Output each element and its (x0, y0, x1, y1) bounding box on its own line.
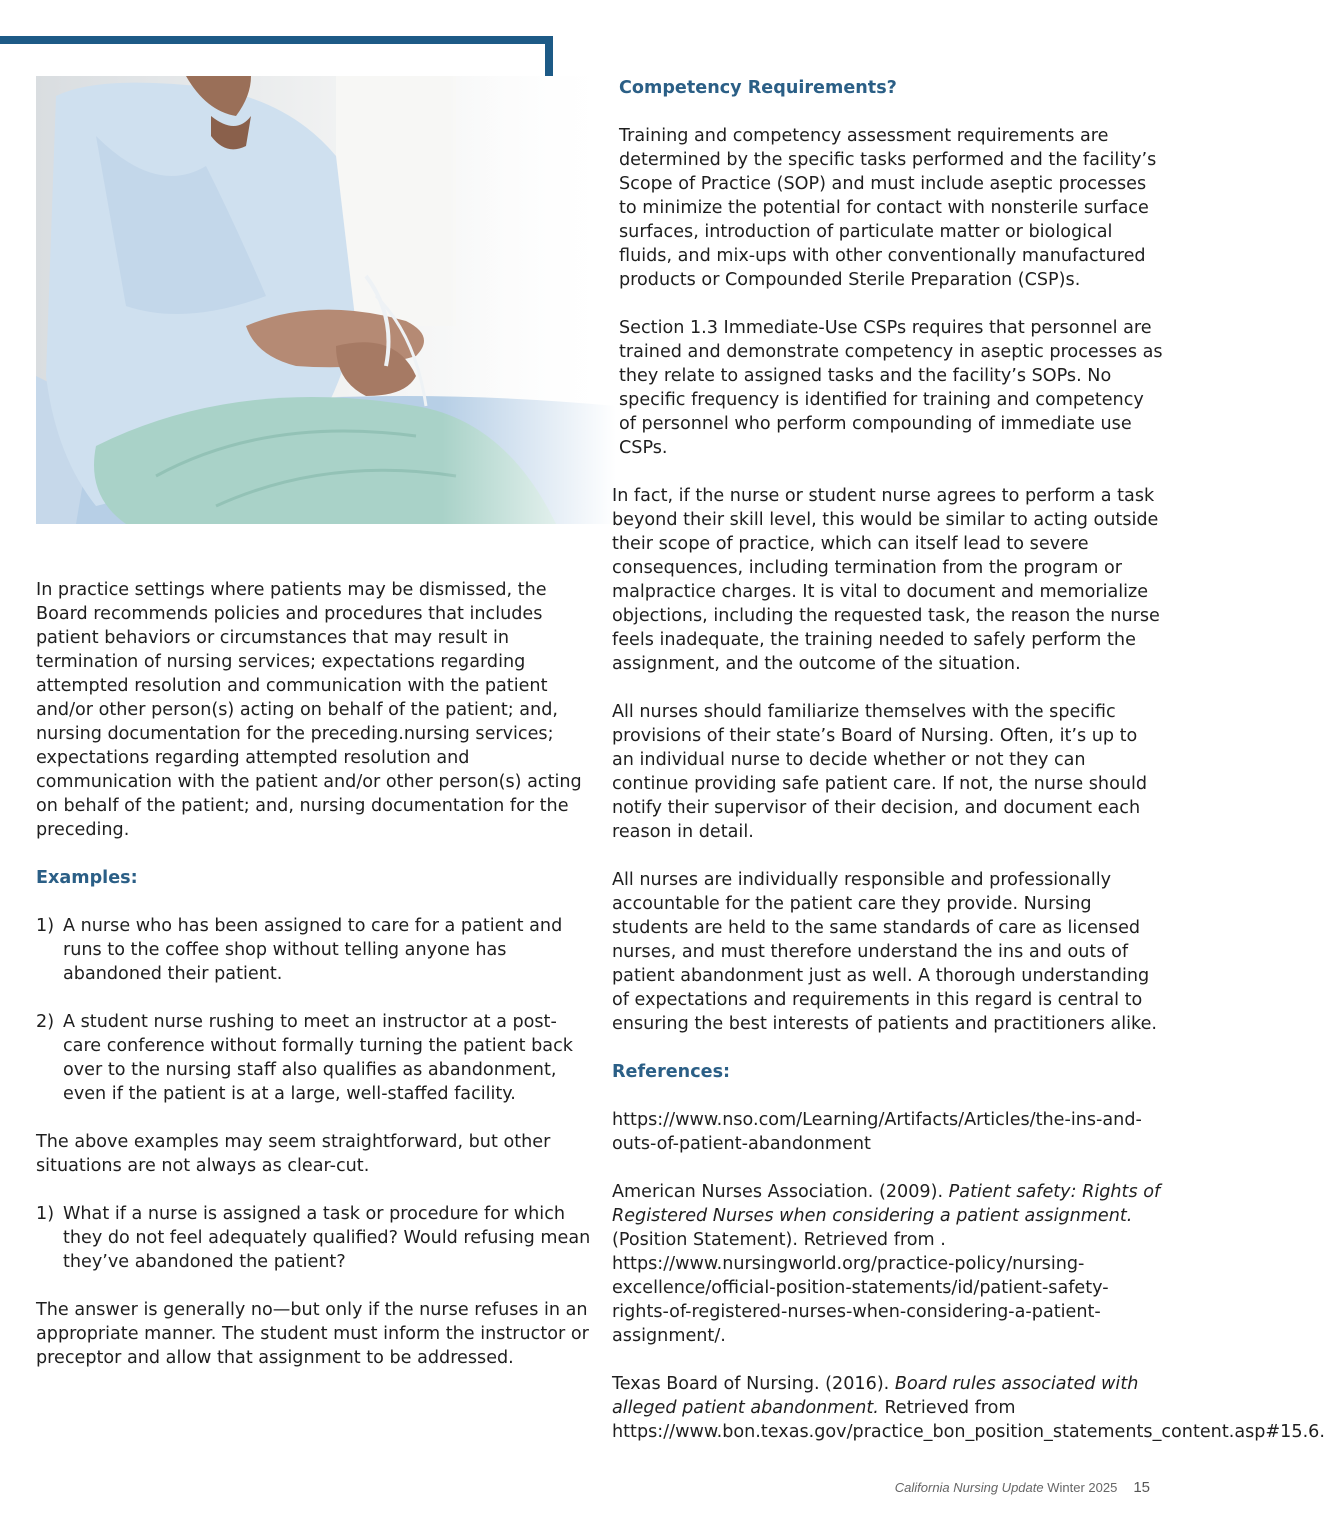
indented-block (612, 76, 1164, 460)
training-paragraph: Training and competency assessment requirements are determined by the specific tasks performed and the facility’s Scope of Practice (SOP) and must include aseptic processes to minimize the potential for contact with nonsterile surface surfaces, introduction of particulate matter or biological fluids, and mix-ups with other conventionally manufactured products or Compounded Sterile Preparation (CSP)s. (619, 126, 1157, 290)
list-item (36, 1010, 591, 1106)
patient-illustration (36, 76, 616, 524)
right-column (612, 76, 1325, 1468)
page-footer (895, 1479, 1150, 1496)
question-list (36, 1202, 591, 1274)
reference-suffix: (Position Statement). Retrieved from . https://www.nursingworld.org/practice-policy/nursing-excellence/official-position-statements/id/patient-safety-rights-of-registered-nurses-when-considering-a-patient-assignment/. (612, 1230, 1109, 1346)
left-column (36, 578, 591, 1394)
examples-list (36, 914, 591, 1106)
list-text: A student nurse rushing to meet an instructor at a post-care conference without formally turning the patient back over to the nursing staff also qualifies as abandonment, even if the patient is at a large, well-staffed facility. (63, 1012, 573, 1104)
reference-ana (612, 1180, 1164, 1348)
list-number: 1) (36, 1204, 55, 1224)
reference-title: Board rules associated with alleged patient abandonment. (612, 1374, 1139, 1418)
intro-paragraph: In practice settings where patients may be dismissed, the Board recommends policies and procedures that includes patient behaviors or circumstances that may result in termination of nursing services; expectations regarding attempted resolution and communication with the patient and/or other person(s) acting on behalf of the patient; and, nursing documentation for the preceding.nursing services; expectations regarding attempted resolution and communication with the patient and/or other person(s) acting on behalf of the patient; and, nursing documentation for the preceding. (36, 580, 582, 840)
list-number: 1) (36, 916, 55, 936)
board-of-nursing-paragraph: All nurses should familiarize themselves with the specific provisions of their state’s Board of Nursing. Often, it’s up to an individual nurse to decide whether or not they can continue providing safe patient care. If not, the nurse should notify their supervisor of their decision, and document each reason in detail. (612, 702, 1148, 842)
section-paragraph: Section 1.3 Immediate-Use CSPs requires that personnel are trained and demonstrate competency in aseptic processes as they relate to assigned tasks and the facility’s SOPs. No specific frequency is identified for training and competency of personnel who perform compounding of immediate use CSPs. (619, 318, 1163, 458)
examples-heading: Examples: (36, 868, 138, 888)
reference-texas-bon (612, 1372, 1325, 1444)
publication-name: California Nursing Update (894, 1480, 1044, 1495)
reference-nso: https://www.nso.com/Learning/Artifacts/Articles/the-ins-and-outs-of-patient-abandonment (612, 1110, 1142, 1154)
reference-prefix: Texas Board of Nursing. (2016). (612, 1374, 895, 1394)
answer-paragraph: The answer is generally no—but only if the nurse refuses in an appropriate manner. The student must inform the instructor or preceptor and allow that assignment to be addressed. (36, 1300, 589, 1368)
competency-heading: Competency Requirements? (619, 78, 897, 98)
frame-accent-top (0, 36, 553, 44)
list-number: 2) (36, 1012, 55, 1032)
reference-suffix: Retrieved from https://www.bon.texas.gov/practice_bon_position_statements_content.asp#15.6. (612, 1398, 1325, 1442)
in-fact-paragraph: In fact, if the nurse or student nurse agrees to perform a task beyond their skill level, this would be similar to acting outside their scope of practice, which can itself lead to severe consequences, including termination from the program or malpractice charges. It is vital to document and memorialize objections, including the requested task, the reason the nurse feels inadequate, the training needed to safely perform the assignment, and the outcome of the situation. (612, 486, 1160, 674)
references-heading: References: (612, 1062, 731, 1082)
issue-label: Winter 2025 (1043, 1480, 1118, 1495)
reference-prefix: American Nurses Association. (2009). (612, 1182, 949, 1202)
list-item (36, 914, 591, 986)
reference-title: Patient safety: Rights of Registered Nurses when considering a patient assignment. (612, 1182, 1161, 1226)
list-text: What if a nurse is assigned a task or procedure for which they do not feel adequately qualified? Would refusing mean they’ve abandoned the patient? (63, 1204, 591, 1272)
accountability-paragraph: All nurses are individually responsible and professionally accountable for the patient care they provide. Nursing students are held to the same standards of care as licensed nurses, and must therefore understand the ins and outs of patient abandonment just as well. A thorough understanding of expectations and requirements in this regard is central to ensuring the best interests of patients and practitioners alike. (612, 870, 1158, 1034)
page-number: 15 (1133, 1479, 1150, 1496)
examples-followup: The above examples may seem straightforward, but other situations are not always as clear-cut. (36, 1132, 551, 1176)
list-text: A nurse who has been assigned to care for a patient and runs to the coffee shop without telling anyone has abandoned their patient. (63, 916, 563, 984)
list-item (36, 1202, 591, 1274)
patient-photo (36, 76, 616, 524)
